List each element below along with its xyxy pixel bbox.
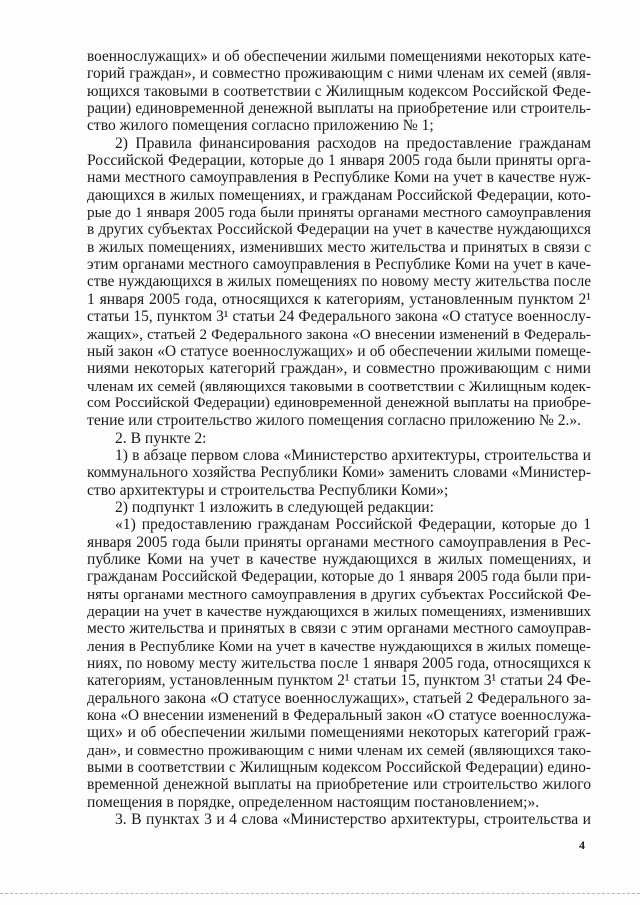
- text-line: няты органами местного самоуправления в других субъектах Российской Фе-: [87, 585, 591, 603]
- text-line: января 2005 года были приняты органами местного самоуправления в Рес-: [87, 533, 591, 551]
- text-line: нами местного самоуправления в Республике Коми на учет в качестве нуж-: [87, 169, 591, 187]
- text-line: дерального закона «О статусе военнослужащих», статьей 2 Федерального за-: [87, 689, 591, 707]
- text-line: этим органами местного самоуправления в Республике Коми на учет в каче-: [87, 256, 591, 274]
- text-line: 2. В пункте 2:: [115, 429, 207, 447]
- text-line: ниях, по новому месту жительства после 1 января 2005 года, относящихся к: [87, 655, 591, 673]
- text-line: 1 января 2005 года, относящихся к категориям, установленным пунктом 2¹: [87, 290, 591, 308]
- text-line: кона «О внесении изменений в Федеральный закон «О статусе военнослужа-: [87, 707, 591, 725]
- text-line: место жительства и принятых в связи с этим органами местного самоуправ-: [87, 620, 591, 638]
- text-line: ство жилого помещения согласно приложению № 1;: [87, 117, 434, 135]
- text-line: ство архитектуры и строительства Республики Коми»;: [87, 481, 449, 499]
- text-line: статьи 15, пунктом 3¹ статьи 24 Федерального закона «О статусе военнослу-: [87, 308, 591, 326]
- text-line: помещения в порядке, определенном настоящим постановлением;».: [87, 793, 540, 811]
- text-line: дерации на учет в качестве нуждающихся в жилых помещениях, изменивших: [87, 603, 591, 620]
- text-line: дающихся в жилых помещениях, и гражданам Российской Федерации, кото-: [87, 186, 591, 204]
- text-line: ющихся таковыми в соответствии с Жилищным кодексом Российской Феде-: [87, 82, 591, 100]
- text-line: рации) единовременной денежной выплаты на приобретение или строитель-: [87, 100, 591, 118]
- text-line: гражданам Российской Федерации, которые до 1 января 2005 года были при-: [87, 568, 591, 586]
- text-line: 2) Правила финансирования расходов на предоставление гражданам: [115, 134, 591, 152]
- text-line: коммунального хозяйства Республики Коми» заменить словами «Министер-: [87, 464, 591, 482]
- text-line: жащих», статьей 2 Федерального закона «О внесении изменений в Федераль-: [87, 325, 591, 343]
- text-line: временной денежной выплаты на приобретение или строительство жилого: [87, 776, 591, 794]
- text-line: рые до 1 января 2005 года были приняты органами местного самоуправления: [87, 204, 591, 222]
- text-line: горий граждан», и совместно проживающим с ними членам их семей (явля-: [87, 65, 591, 83]
- text-line: ления в Республике Коми на учет в качестве нуждающихся в жилых помеще-: [87, 637, 591, 655]
- text-line: Российской Федерации, которые до 1 января 2005 года были приняты орга-: [87, 152, 591, 170]
- text-line: тение или строительство жилого помещения согласно приложению № 2.».: [87, 412, 582, 430]
- text-line: ниями некоторых категорий граждан», и совместно проживающим с ними: [87, 360, 591, 378]
- text-line: категориям, установленным пунктом 2¹ статьи 15, пунктом 3¹ статьи 24 Фе-: [87, 672, 591, 690]
- page-number: 4: [579, 838, 585, 852]
- text-line: 2) подпункт 1 изложить в следующей редакции:: [115, 498, 434, 516]
- text-line: стве нуждающихся в жилых помещениях по новому месту жительства после: [87, 273, 591, 291]
- text-line: ный закон «О статусе военнослужащих» и об обеспечении жилыми помеще-: [87, 342, 591, 360]
- text-line: членам их семей (являющихся таковыми в соответствии с Жилищным кодек-: [87, 377, 591, 395]
- text-line: 3. В пунктах 3 и 4 слова «Министерство архитектуры, строительства и: [115, 811, 591, 829]
- text-line: в других субъектах Российской Федерации на учет в качестве нуждающихся: [87, 221, 591, 239]
- document-body: [87, 48, 591, 828]
- text-line: сом Российской Федерации) единовременной денежной выплаты на приобре-: [87, 394, 591, 411]
- text-line: «1) предоставлению гражданам Российской Федерации, которые до 1: [115, 516, 591, 534]
- text-line: военнослужащих» и об обеспечении жилыми помещениями некоторых кате-: [87, 48, 591, 65]
- text-line: дан», и совместно проживающим с ними членам их семей (являющихся тако-: [87, 741, 591, 759]
- page-bottom-divider: [0, 893, 640, 895]
- text-line: 1) в абзаце первом слова «Министерство архитектуры, строительства и: [115, 446, 591, 464]
- text-line: выми в соответствии с Жилищным кодексом Российской Федерации) едино-: [87, 759, 591, 777]
- text-line: щих» и об обеспечении жилыми помещениями некоторых категорий граж-: [87, 724, 591, 742]
- text-line: в жилых помещениях, изменивших место жительства и принятых в связи с: [87, 238, 591, 256]
- text-line: публике Коми на учет в качестве нуждающихся в жилых помещениях, и: [87, 550, 591, 568]
